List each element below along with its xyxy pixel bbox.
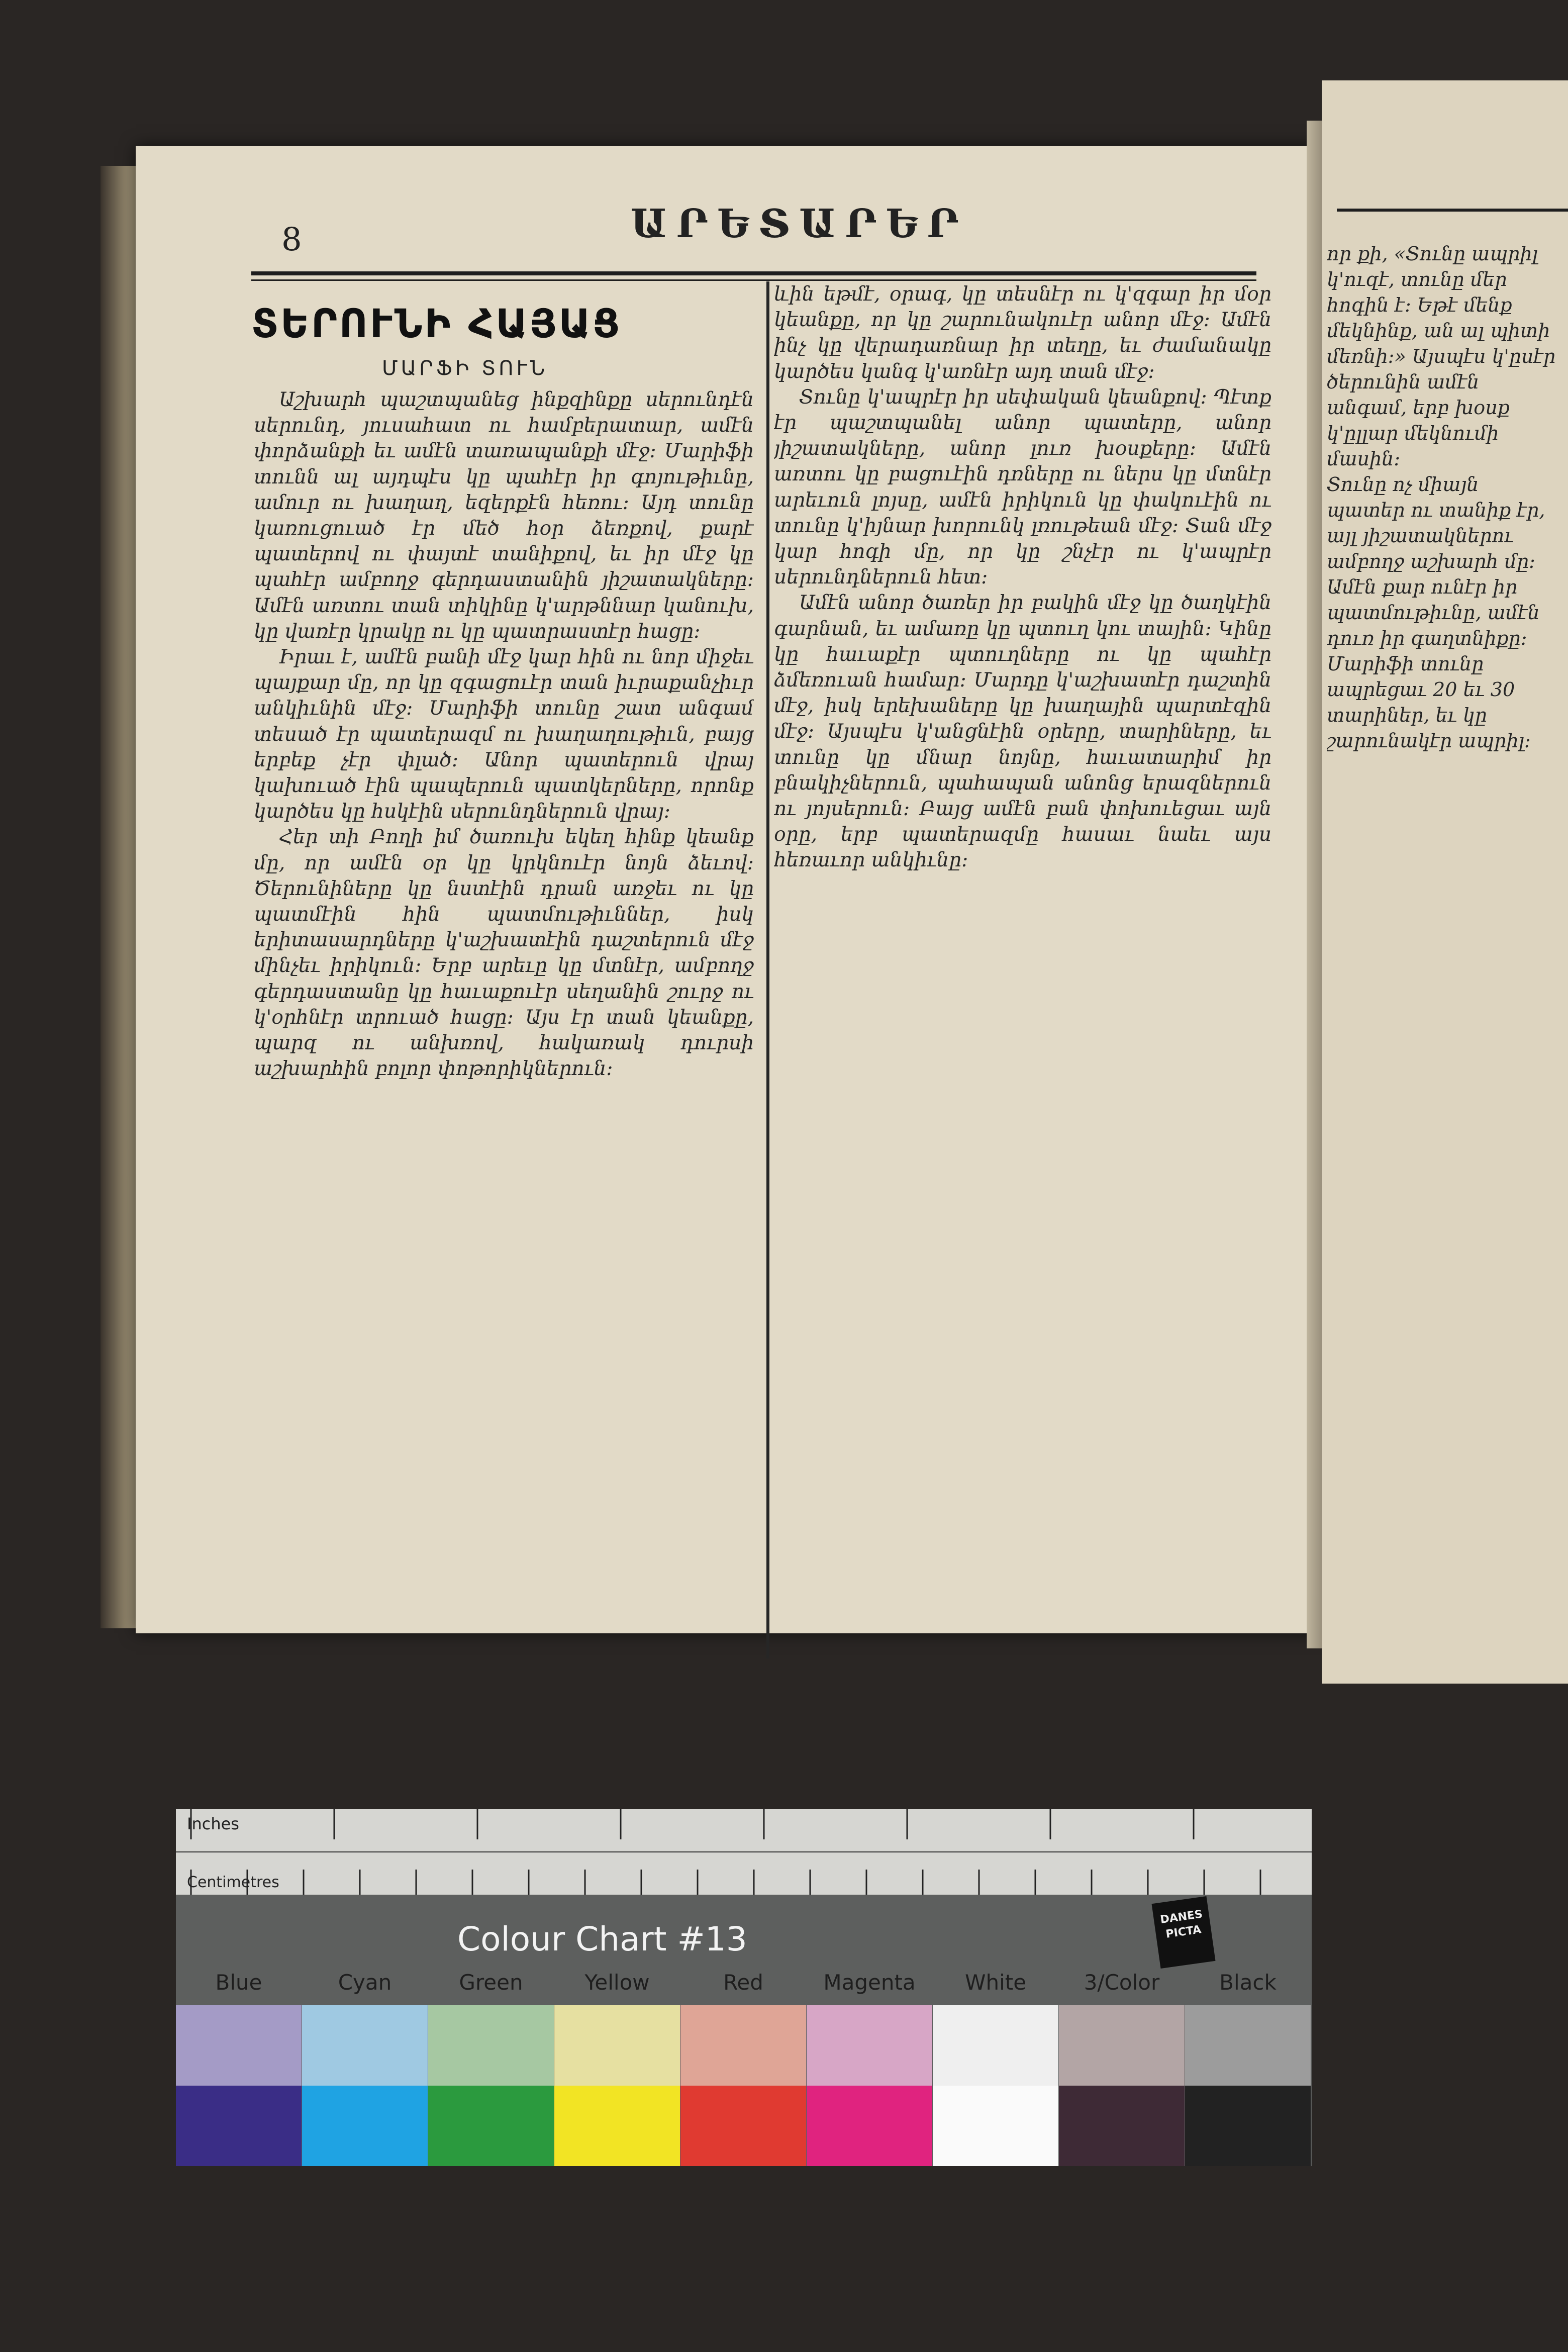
- brand-logo: DANES PICTA: [1151, 1896, 1215, 1969]
- colour-swatches: [176, 2005, 1312, 2166]
- ruler-inches-label: Inches: [187, 1814, 239, 1833]
- swatch-yellow-light: [554, 2005, 680, 2086]
- swatch-yellow-dark: [554, 2086, 680, 2166]
- paragraph: Տունը ոչ միայն պատեր ու տանիք էր, այլ յիշատակներու ամբողջ աշխարհ մը։ Ամէն քար ունէր իր պատմութիւնը, ամէն դուռ իր գաղտնիքը։ Մարիֆի տունը ապրեցաւ 20 եւ 30 տարիներ, եւ կը շարունակէր ապրիլ։: [1327, 473, 1545, 752]
- swatch-red-light: [680, 2005, 806, 2086]
- colour-chart-title: Colour Chart #13: [457, 1920, 747, 1958]
- swatch-3-color-light: [1059, 2005, 1185, 2086]
- article-column-right: [774, 281, 1271, 1679]
- swatch-red-dark: [680, 2086, 806, 2166]
- article-author: ՄԱՐՖԻ ՏՈՒՆ: [382, 357, 548, 380]
- swatch-labels: [176, 1970, 1312, 2000]
- column-divider: [766, 281, 769, 1658]
- paragraph: Տունը կ'ապրէր իր սեփական կեանքով։ Պէտք էր պաշտպանել անոր պատերը, անոր յիշատակները, անոր լուռ խօսքերը։ Ամէն առտու կը բացուէին դռները ու ներս կը մտնէր արեւուն լոյսը, ամէն իրիկուն կը փակուէին ու տունը կ'իյնար խորունկ լռութեան մէջ։ Տան մէջ կար հոգի մը, որ կը շնչէր ու կ'ապրէր սերունդներուն հետ։: [774, 385, 1271, 589]
- swatch-3-color-dark: [1059, 2086, 1185, 2166]
- paragraph: ևին եթմէ, օրագ, կը տեսնէր ու կ'զգար իր մօր կեանքը, որ կը շարունակուէր անոր մէջ։ Ամէն ինչ կը վերադառնար իր տեղը, եւ ժամանակը կարծես կանգ կ'առնէր այդ տան մէջ։: [774, 283, 1271, 383]
- paragraph: Ամէն անոր ծառեր իր բակին մէջ կը ծաղկէին գարնան, եւ ամառը կը պտուղ կու տային։ Կինը կը հաւաքէր պտուղները ու կը պահէր ձմեռուան համար։ Մարդը կ'աշխատէր դաշտին մէջ, իսկ երեխաները կը խաղային պարտէզին մէջ։ Այսպէս կ'անցնէին օրերը, տարիները, եւ տունը կը մնար նոյնը, հաւատարիմ իր բնակիչներուն, պահապան անոնց երազներուն ու յոյսերուն։ Բայց ամէն բան փոխուեցաւ այն օրը, երբ պատերազմը հասաւ նաեւ այս հեռաւոր անկիւնը։: [774, 592, 1271, 872]
- masthead-title: ԱՐԵՏԱՐԵՐ: [630, 201, 968, 247]
- swatch-black-dark: [1185, 2086, 1311, 2166]
- swatch-label-black: Black: [1219, 1970, 1277, 1995]
- paragraph: Հեր տի Բողի իմ ծառուխ եկեղ հինք կեանք մը, որ ամէն օր կը կրկնուէր նոյն ձեւով։ Ծերունիները կը նստէին դրան առջեւ ու կը պատմէին հին պատմութիւններ, իսկ երիտասարդները կ'աշխատէին դաշտերուն մէջ մինչեւ իրիկուն։ Երբ արեւը կը մտնէր, ամբողջ գերդաստանը կը հաւաքուէր սեղանին շուրջ ու կ'օրհնէր տրուած հացը։ Այս էր տան կեանքը, պարզ ու անխռով, հակառակ դուրսի աշխարհին բոլոր փոթորիկներուն։: [254, 826, 754, 1081]
- header-rule-thin: [251, 279, 1256, 281]
- measurement-ruler: [176, 1809, 1312, 1895]
- swatch-cyan-light: [302, 2005, 428, 2086]
- swatch-label-red: Red: [723, 1970, 763, 1995]
- swatch-label-3-color: 3/Color: [1084, 1970, 1160, 1995]
- swatch-magenta-light: [807, 2005, 932, 2086]
- swatch-magenta-dark: [807, 2086, 932, 2166]
- paragraph: որ քի, «Տունը ապրիլ կ'ուզէ, տունը մեր հոգին է։ Եթէ մենք մեկնինք, ան ալ պիտի մեռնի։» Այսպէս կ'ըսէր ծերունին ամէն անգամ, երբ խօսք կ'ըլլար մեկնումի մասին։: [1327, 243, 1556, 470]
- colour-chart-card: [176, 1809, 1312, 2166]
- swatch-blue-light: [176, 2005, 302, 2086]
- swatch-label-blue: Blue: [215, 1970, 262, 1995]
- facing-page-header-rule: [1337, 209, 1568, 212]
- swatch-green-dark: [428, 2086, 554, 2166]
- swatch-label-green: Green: [459, 1970, 523, 1995]
- ruler-centimetres-label: Centimetres: [187, 1874, 279, 1891]
- swatch-white-light: [933, 2005, 1058, 2086]
- swatch-label-white: White: [964, 1970, 1027, 1995]
- article-headline: ՏԵՐՈՒՆԻ ՀԱՅԱՑ: [251, 302, 622, 347]
- paragraph: Աշխարհ պաշտպանեց ինքզինքը սերունդէն սերունդ, յուսահատ ու համբերատար, ամէն փորձանքի եւ ամէն տառապանքի մէջ։ Մարիֆի տունն ալ այդպէս կը պահէր իր գոյութիւնը, ամուր ու խաղաղ, եզերքէն հեռու։ Այդ տունը կառուցուած էր մեծ հօր ձեռքով, քարէ պատերով ու փայտէ տանիքով, եւ իր մէջ կը պահէր ամբողջ գերդաստանին յիշատակները։ Ամէն առտու տան տիկինը կ'արթննար կանուխ, կը վառէր կրակը ու կը պատրաստէր հացը։: [254, 388, 754, 643]
- swatch-label-yellow: Yellow: [584, 1970, 650, 1995]
- swatch-cyan-dark: [302, 2086, 428, 2166]
- header-rule: [251, 271, 1256, 275]
- swatch-blue-dark: [176, 2086, 302, 2166]
- ruler-ticks: [176, 1809, 1312, 1895]
- swatch-black-light: [1185, 2005, 1311, 2086]
- paragraph: Իրաւ է, ամէն բանի մէջ կար հին ու նոր միջեւ պայքար մը, որ կը զգացուէր տան իւրաքանչիւր անկիւնին մէջ։ Մարիֆի տունը շատ անգամ տեսած էր պատերազմ ու խաղաղութիւն, բայց երբեք չէր փլած։ Անոր պատերուն վրայ կախուած էին պապերուն պատկերները, որոնք կարծես կը հսկէին սերունդներուն վրայ։: [254, 646, 754, 823]
- swatch-label-magenta: Magenta: [823, 1970, 916, 1995]
- facing-page-column: [1327, 241, 1558, 1633]
- swatch-white-dark: [933, 2086, 1058, 2166]
- article-column-left: [254, 387, 754, 1669]
- swatch-label-cyan: Cyan: [338, 1970, 392, 1995]
- swatch-green-light: [428, 2005, 554, 2086]
- page-number: 8: [281, 221, 302, 258]
